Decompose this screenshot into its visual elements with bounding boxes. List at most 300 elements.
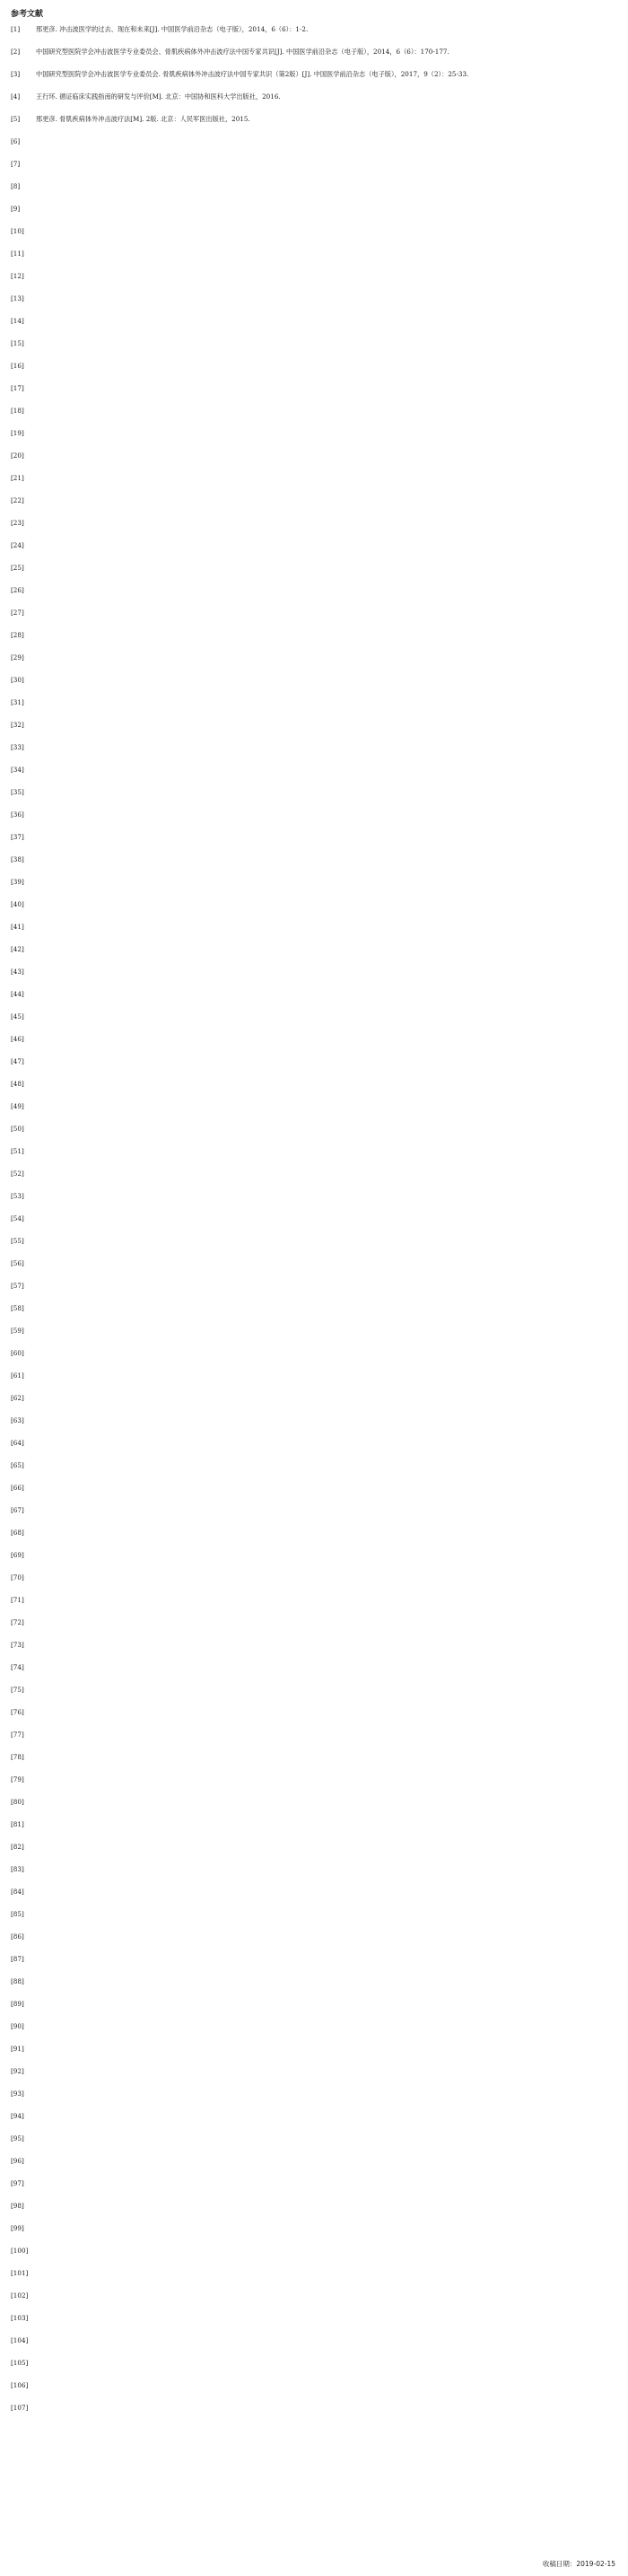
reference-item bbox=[11, 1798, 617, 1820]
reference-item bbox=[11, 1147, 617, 1170]
reference-text bbox=[36, 2291, 617, 2309]
reference-text bbox=[36, 1506, 617, 1524]
reference-item bbox=[11, 1170, 617, 1192]
reference-text bbox=[36, 1932, 617, 1950]
reference-text bbox=[36, 384, 617, 402]
reference-text bbox=[36, 339, 617, 357]
reference-text bbox=[36, 2179, 617, 2197]
reference-text bbox=[36, 541, 617, 559]
reference-item bbox=[11, 182, 617, 205]
reference-item bbox=[11, 2224, 617, 2247]
reference-number: [15] bbox=[11, 339, 24, 347]
reference-item bbox=[11, 1214, 617, 1237]
reference-number: [14] bbox=[11, 317, 24, 325]
reference-number: [28] bbox=[11, 631, 24, 639]
reference-item bbox=[11, 743, 617, 766]
reference-item bbox=[11, 339, 617, 362]
reference-number: [58] bbox=[11, 1304, 24, 1312]
reference-number: [4] bbox=[11, 92, 21, 101]
reference-item bbox=[11, 1820, 617, 1843]
reference-item bbox=[11, 115, 617, 137]
reference-number: [38] bbox=[11, 855, 24, 863]
reference-item bbox=[11, 900, 617, 923]
reference-text bbox=[36, 1798, 617, 1816]
reference-item bbox=[11, 1394, 617, 1416]
reference-item bbox=[11, 586, 617, 609]
reference-text bbox=[36, 2045, 617, 2063]
reference-number: [32] bbox=[11, 721, 24, 729]
reference-number: [30] bbox=[11, 676, 24, 684]
reference-number: [27] bbox=[11, 609, 24, 617]
reference-text bbox=[36, 294, 617, 312]
reference-item bbox=[11, 923, 617, 945]
reference-item bbox=[11, 1102, 617, 1125]
reference-number: [67] bbox=[11, 1506, 24, 1514]
reference-item bbox=[11, 1237, 617, 1259]
reference-number: [69] bbox=[11, 1551, 24, 1559]
reference-number: [57] bbox=[11, 1282, 24, 1290]
reference-text bbox=[36, 407, 617, 425]
reference-item bbox=[11, 2247, 617, 2269]
reference-item bbox=[11, 1686, 617, 1708]
reference-text bbox=[36, 743, 617, 761]
reference-number: [2] bbox=[11, 48, 21, 56]
reference-text bbox=[36, 1461, 617, 1479]
reference-number: [61] bbox=[11, 1371, 24, 1380]
reference-text bbox=[36, 1708, 617, 1726]
reference-number: [46] bbox=[11, 1035, 24, 1043]
reference-item bbox=[11, 676, 617, 698]
reference-number: [29] bbox=[11, 653, 24, 662]
reference-number: [21] bbox=[11, 474, 24, 482]
reference-text bbox=[36, 766, 617, 784]
reference-text bbox=[36, 1304, 617, 1322]
reference-number: [50] bbox=[11, 1125, 24, 1133]
reference-item bbox=[11, 1573, 617, 1596]
reference-text bbox=[36, 496, 617, 514]
reference-item bbox=[11, 1910, 617, 1932]
reference-text bbox=[36, 362, 617, 380]
reference-item bbox=[11, 2314, 617, 2336]
reference-text bbox=[36, 1394, 617, 1412]
reference-text bbox=[36, 698, 617, 716]
reference-text bbox=[36, 2404, 617, 2422]
reference-number: [91] bbox=[11, 2045, 24, 2053]
reference-number: [100] bbox=[11, 2247, 29, 2255]
reference-item bbox=[11, 609, 617, 631]
reference-text bbox=[36, 2022, 617, 2040]
reference-item bbox=[11, 1663, 617, 1686]
reference-text bbox=[36, 1820, 617, 1838]
reference-item bbox=[11, 1775, 617, 1798]
reference-item bbox=[11, 294, 617, 317]
reference-item bbox=[11, 227, 617, 250]
reference-number: [16] bbox=[11, 362, 24, 370]
reference-text bbox=[36, 1170, 617, 1187]
reference-number: [10] bbox=[11, 227, 24, 235]
reference-number: [33] bbox=[11, 743, 24, 751]
reference-item bbox=[11, 1753, 617, 1775]
reference-item bbox=[11, 2157, 617, 2179]
reference-text bbox=[36, 160, 617, 178]
reference-text bbox=[36, 1663, 617, 1681]
reference-item bbox=[11, 1304, 617, 1327]
reference-item bbox=[11, 1125, 617, 1147]
reference-number: [65] bbox=[11, 1461, 24, 1469]
reference-text bbox=[36, 1910, 617, 1928]
reference-number: [107] bbox=[11, 2404, 29, 2412]
reference-text bbox=[36, 990, 617, 1008]
reference-text bbox=[36, 1416, 617, 1434]
reference-number: [11] bbox=[11, 250, 24, 258]
reference-item bbox=[11, 1282, 617, 1304]
reference-number: [71] bbox=[11, 1596, 24, 1604]
reference-text bbox=[36, 923, 617, 941]
reference-item bbox=[11, 451, 617, 474]
reference-item bbox=[11, 1932, 617, 1955]
reference-number: [43] bbox=[11, 968, 24, 976]
reference-text bbox=[36, 1775, 617, 1793]
reference-number: [25] bbox=[11, 564, 24, 572]
reference-number: [26] bbox=[11, 586, 24, 594]
reference-number: [96] bbox=[11, 2157, 24, 2165]
reference-text bbox=[36, 2202, 617, 2220]
reference-item bbox=[11, 2336, 617, 2359]
reference-item bbox=[11, 1259, 617, 1282]
reference-text bbox=[36, 2247, 617, 2265]
reference-number: [75] bbox=[11, 1686, 24, 1694]
reference-number: [77] bbox=[11, 1730, 24, 1739]
reference-item bbox=[11, 1461, 617, 1484]
reference-item bbox=[11, 272, 617, 294]
reference-item bbox=[11, 968, 617, 990]
reference-text bbox=[36, 1618, 617, 1636]
reference-number: [37] bbox=[11, 833, 24, 841]
reference-text bbox=[36, 2359, 617, 2377]
reference-item bbox=[11, 653, 617, 676]
reference-text bbox=[36, 1596, 617, 1614]
reference-number: [42] bbox=[11, 945, 24, 953]
reference-number: [49] bbox=[11, 1102, 24, 1110]
reference-text bbox=[36, 1012, 617, 1030]
reference-number: [41] bbox=[11, 923, 24, 931]
reference-number: [106] bbox=[11, 2381, 29, 2389]
reference-item bbox=[11, 2045, 617, 2067]
reference-number: [20] bbox=[11, 451, 24, 460]
reference-item bbox=[11, 2291, 617, 2314]
reference-number: [74] bbox=[11, 1663, 24, 1671]
reference-item bbox=[11, 1484, 617, 1506]
reference-text bbox=[36, 1327, 617, 1345]
reference-item bbox=[11, 2000, 617, 2022]
reference-text bbox=[36, 1125, 617, 1143]
reference-number: [99] bbox=[11, 2224, 24, 2232]
reference-text bbox=[36, 1865, 617, 1883]
reference-text bbox=[36, 227, 617, 245]
reference-item bbox=[11, 2202, 617, 2224]
reference-number: [68] bbox=[11, 1529, 24, 1537]
reference-item bbox=[11, 519, 617, 541]
reference-item bbox=[11, 1708, 617, 1730]
reference-text bbox=[36, 653, 617, 671]
reference-list bbox=[11, 25, 617, 2426]
reference-text bbox=[36, 833, 617, 851]
reference-item bbox=[11, 160, 617, 182]
reference-text bbox=[36, 429, 617, 447]
reference-text: 中国研究型医院学会冲击波医学专业委员会. 骨肌疾病体外冲击波疗法中国专家共识（第2版）[J]. 中国医学前沿杂志（电子版），2017，9（2）：25-33. bbox=[36, 70, 469, 78]
reference-item bbox=[11, 1977, 617, 2000]
reference-item bbox=[11, 384, 617, 407]
reference-number: [22] bbox=[11, 496, 24, 504]
received-date: 收稿日期：2019-02-15 bbox=[542, 2560, 615, 2568]
reference-item bbox=[11, 833, 617, 855]
reference-number: [39] bbox=[11, 878, 24, 886]
reference-text bbox=[36, 609, 617, 626]
reference-item bbox=[11, 2090, 617, 2112]
reference-number: [83] bbox=[11, 1865, 24, 1873]
reference-item bbox=[11, 1596, 617, 1618]
reference-number: [104] bbox=[11, 2336, 29, 2344]
reference-number: [87] bbox=[11, 1955, 24, 1963]
reference-number: [94] bbox=[11, 2112, 24, 2120]
reference-text bbox=[36, 631, 617, 649]
reference-text: 王行环. 循证临床实践指南的研发与评价[M]. 北京：中国协和医科大学出版社，2016. bbox=[36, 92, 281, 101]
reference-number: [80] bbox=[11, 1798, 24, 1806]
reference-text bbox=[36, 1843, 617, 1861]
reference-item bbox=[11, 48, 617, 70]
reference-text bbox=[36, 2381, 617, 2399]
reference-item bbox=[11, 2134, 617, 2157]
reference-number: [5] bbox=[11, 115, 21, 123]
references-heading: 参考文献 bbox=[11, 10, 44, 19]
reference-item bbox=[11, 1888, 617, 1910]
reference-number: [97] bbox=[11, 2179, 24, 2187]
reference-number: [64] bbox=[11, 1439, 24, 1447]
reference-item bbox=[11, 1439, 617, 1461]
reference-text bbox=[36, 1641, 617, 1659]
reference-number: [3] bbox=[11, 70, 21, 78]
reference-item bbox=[11, 878, 617, 900]
reference-item bbox=[11, 1012, 617, 1035]
reference-text bbox=[36, 676, 617, 694]
reference-item bbox=[11, 1192, 617, 1214]
reference-number: [6] bbox=[11, 137, 21, 145]
reference-item bbox=[11, 1416, 617, 1439]
reference-text bbox=[36, 1484, 617, 1502]
reference-item bbox=[11, 92, 617, 115]
reference-text bbox=[36, 855, 617, 873]
reference-text bbox=[36, 900, 617, 918]
reference-item bbox=[11, 1641, 617, 1663]
reference-item bbox=[11, 721, 617, 743]
reference-item bbox=[11, 1865, 617, 1888]
reference-text bbox=[36, 1686, 617, 1704]
reference-text bbox=[36, 1349, 617, 1367]
reference-item bbox=[11, 1955, 617, 1977]
reference-text bbox=[36, 1888, 617, 1906]
reference-number: [72] bbox=[11, 1618, 24, 1626]
reference-text bbox=[36, 2134, 617, 2152]
reference-text bbox=[36, 1259, 617, 1277]
reference-number: [18] bbox=[11, 407, 24, 415]
reference-number: [82] bbox=[11, 1843, 24, 1851]
reference-number: [85] bbox=[11, 1910, 24, 1918]
reference-number: [19] bbox=[11, 429, 24, 437]
reference-number: [84] bbox=[11, 1888, 24, 1896]
reference-text bbox=[36, 586, 617, 604]
reference-text bbox=[36, 2000, 617, 2018]
reference-item bbox=[11, 810, 617, 833]
reference-item bbox=[11, 429, 617, 451]
reference-item bbox=[11, 631, 617, 653]
reference-text bbox=[36, 2090, 617, 2107]
reference-text bbox=[36, 2224, 617, 2242]
reference-item bbox=[11, 788, 617, 810]
reference-number: [23] bbox=[11, 519, 24, 527]
reference-number: [105] bbox=[11, 2359, 29, 2367]
reference-number: [98] bbox=[11, 2202, 24, 2210]
reference-number: [36] bbox=[11, 810, 24, 819]
reference-text bbox=[36, 1237, 617, 1255]
reference-number: [63] bbox=[11, 1416, 24, 1424]
reference-number: [24] bbox=[11, 541, 24, 549]
reference-item bbox=[11, 250, 617, 272]
reference-number: [54] bbox=[11, 1214, 24, 1222]
reference-number: [70] bbox=[11, 1573, 24, 1582]
reference-text bbox=[36, 1282, 617, 1300]
reference-text bbox=[36, 810, 617, 828]
reference-number: [56] bbox=[11, 1259, 24, 1267]
reference-text: 邢更彦. 骨肌疾病体外冲击波疗法[M]. 2版. 北京：人民军医出版社，2015. bbox=[36, 115, 250, 123]
reference-number: [40] bbox=[11, 900, 24, 908]
reference-text bbox=[36, 2157, 617, 2175]
reference-number: [52] bbox=[11, 1170, 24, 1178]
reference-number: [13] bbox=[11, 294, 24, 302]
reference-item bbox=[11, 1371, 617, 1394]
reference-number: [34] bbox=[11, 766, 24, 774]
reference-number: [90] bbox=[11, 2022, 24, 2030]
reference-text bbox=[36, 2269, 617, 2287]
reference-text bbox=[36, 1573, 617, 1591]
reference-text bbox=[36, 1147, 617, 1165]
reference-number: [102] bbox=[11, 2291, 29, 2300]
reference-number: [35] bbox=[11, 788, 24, 796]
reference-text bbox=[36, 519, 617, 537]
reference-item bbox=[11, 564, 617, 586]
reference-text bbox=[36, 1439, 617, 1457]
reference-item bbox=[11, 205, 617, 227]
reference-item bbox=[11, 407, 617, 429]
reference-item bbox=[11, 698, 617, 721]
reference-item bbox=[11, 1730, 617, 1753]
reference-number: [44] bbox=[11, 990, 24, 998]
reference-number: [7] bbox=[11, 160, 21, 168]
reference-item bbox=[11, 1080, 617, 1102]
reference-item bbox=[11, 317, 617, 339]
reference-text: 中国研究型医院学会冲击波医学专业委员会、骨肌疾病体外冲击波疗法中国专家共识[J]. 中国医学前沿杂志（电子版），2014，6（6）：170-177. bbox=[36, 48, 449, 56]
reference-item bbox=[11, 2269, 617, 2291]
reference-text bbox=[36, 1977, 617, 1995]
reference-number: [88] bbox=[11, 1977, 24, 1985]
reference-item bbox=[11, 1843, 617, 1865]
reference-number: [103] bbox=[11, 2314, 29, 2322]
reference-item bbox=[11, 945, 617, 968]
reference-text bbox=[36, 1214, 617, 1232]
reference-number: [66] bbox=[11, 1484, 24, 1492]
reference-item bbox=[11, 1618, 617, 1641]
reference-item bbox=[11, 2179, 617, 2202]
reference-item bbox=[11, 137, 617, 160]
reference-number: [8] bbox=[11, 182, 21, 190]
reference-number: [48] bbox=[11, 1080, 24, 1088]
reference-text bbox=[36, 182, 617, 200]
reference-number: [17] bbox=[11, 384, 24, 392]
reference-item bbox=[11, 70, 617, 92]
reference-text bbox=[36, 1730, 617, 1748]
reference-item bbox=[11, 25, 617, 48]
reference-number: [78] bbox=[11, 1753, 24, 1761]
reference-text bbox=[36, 2314, 617, 2332]
reference-text bbox=[36, 2067, 617, 2085]
reference-number: [31] bbox=[11, 698, 24, 706]
reference-item bbox=[11, 1551, 617, 1573]
reference-text bbox=[36, 451, 617, 469]
reference-item bbox=[11, 1327, 617, 1349]
reference-text bbox=[36, 272, 617, 290]
reference-text bbox=[36, 2336, 617, 2354]
reference-number: [9] bbox=[11, 205, 21, 213]
reference-number: [62] bbox=[11, 1394, 24, 1402]
reference-text bbox=[36, 1371, 617, 1389]
reference-text bbox=[36, 1035, 617, 1053]
reference-number: [51] bbox=[11, 1147, 24, 1155]
reference-text bbox=[36, 945, 617, 963]
reference-item bbox=[11, 2022, 617, 2045]
reference-text bbox=[36, 788, 617, 806]
reference-text bbox=[36, 721, 617, 739]
reference-number: [79] bbox=[11, 1775, 24, 1783]
reference-item bbox=[11, 2112, 617, 2134]
reference-number: [73] bbox=[11, 1641, 24, 1649]
reference-text bbox=[36, 878, 617, 896]
reference-text bbox=[36, 1529, 617, 1546]
reference-text bbox=[36, 1192, 617, 1210]
reference-text bbox=[36, 2112, 617, 2130]
reference-text bbox=[36, 474, 617, 492]
reference-item bbox=[11, 855, 617, 878]
reference-number: [86] bbox=[11, 1932, 24, 1941]
reference-text bbox=[36, 205, 617, 223]
reference-item bbox=[11, 990, 617, 1012]
reference-number: [93] bbox=[11, 2090, 24, 2098]
reference-number: [81] bbox=[11, 1820, 24, 1828]
reference-item bbox=[11, 1035, 617, 1057]
reference-item bbox=[11, 766, 617, 788]
reference-number: [1] bbox=[11, 25, 21, 33]
reference-text bbox=[36, 564, 617, 582]
reference-text bbox=[36, 1057, 617, 1075]
reference-text: 邢更彦. 冲击波医学的过去、现在和未来[J]. 中国医学前沿杂志（电子版），2014，6（6）：1-2. bbox=[36, 25, 309, 33]
reference-item bbox=[11, 1506, 617, 1529]
reference-number: [53] bbox=[11, 1192, 24, 1200]
reference-text bbox=[36, 137, 617, 155]
reference-text bbox=[36, 1102, 617, 1120]
reference-item bbox=[11, 496, 617, 519]
reference-item bbox=[11, 1057, 617, 1080]
reference-text bbox=[36, 317, 617, 335]
reference-number: [47] bbox=[11, 1057, 24, 1065]
reference-item bbox=[11, 541, 617, 564]
